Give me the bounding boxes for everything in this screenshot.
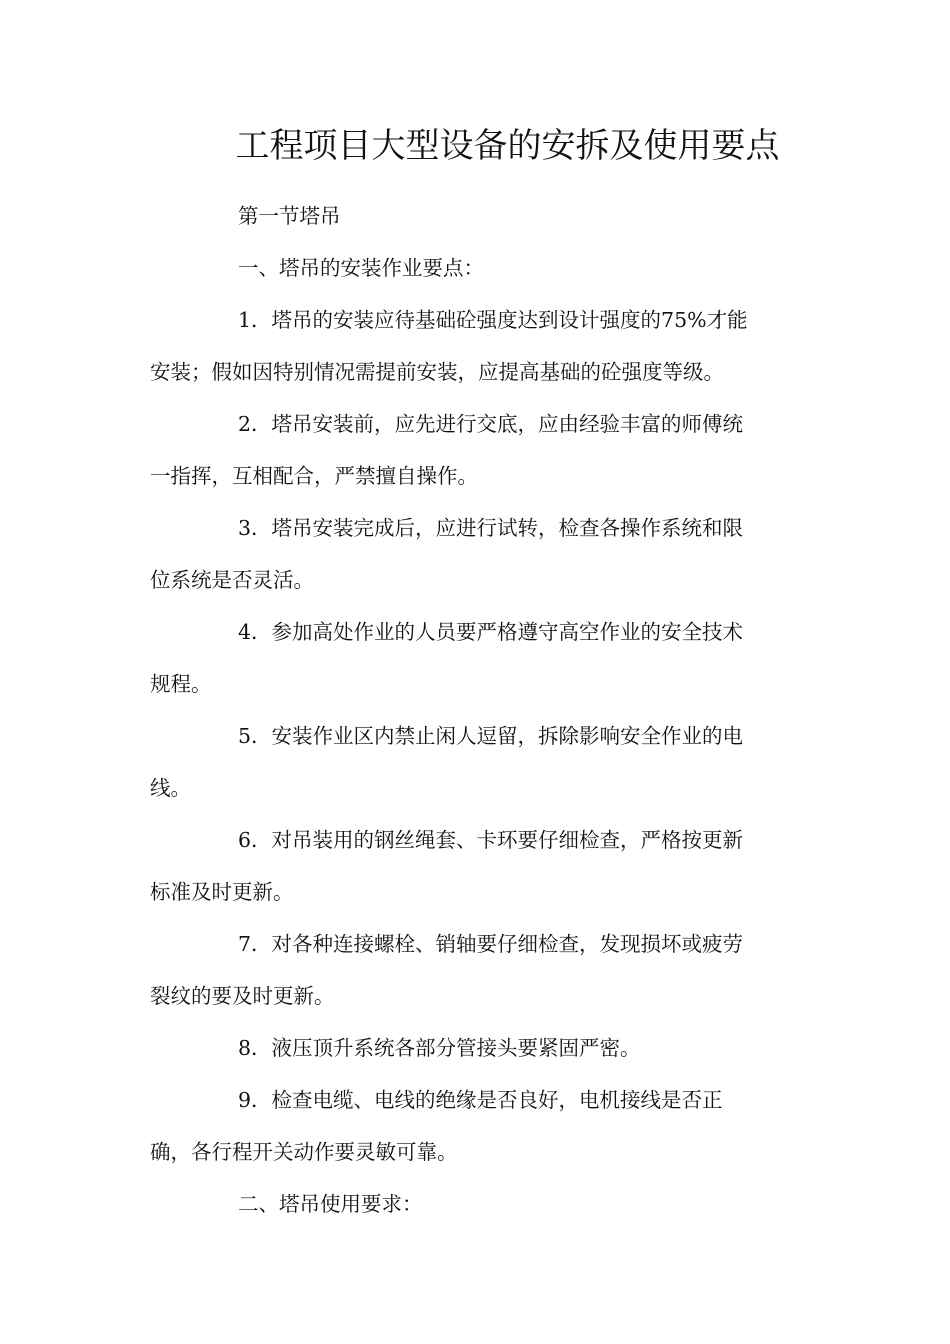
list-item — [150, 1022, 790, 1074]
list-item — [150, 502, 790, 606]
list-item-line: 7．对各种连接螺栓、销轴要仔细检查，发现损坏或疲劳 — [238, 932, 744, 956]
list-item-line: 安装；假如因特别情况需提前安装，应提高基础的砼强度等级。 — [150, 360, 724, 384]
list-item-line: 1．塔吊的安装应待基础砼强度达到设计强度的75%才能 — [238, 308, 748, 332]
list-item-line: 4．参加高处作业的人员要严格遵守高空作业的安全技术 — [238, 620, 744, 644]
section-heading — [150, 190, 790, 242]
subheading-usage — [150, 1178, 790, 1230]
list-item-line: 3．塔吊安装完成后，应进行试转，检查各操作系统和限 — [238, 516, 744, 540]
list-item-line: 6．对吊装用的钢丝绳套、卡环要仔细检查，严格按更新 — [238, 828, 744, 852]
list-item — [150, 398, 790, 502]
section-heading-text: 第一节塔吊 — [238, 204, 341, 228]
subheading-installation — [150, 242, 790, 294]
document-title: 工程项目大型设备的安拆及使用要点 — [235, 126, 780, 166]
list-item-line: 5．安装作业区内禁止闲人逗留，拆除影响安全作业的电 — [238, 724, 744, 748]
list-item-line: 标准及时更新。 — [150, 880, 294, 904]
list-item-line: 2．塔吊安装前，应先进行交底，应由经验丰富的师傅统 — [238, 412, 744, 436]
list-item-line: 规程。 — [150, 672, 212, 696]
list-item — [150, 814, 790, 918]
subheading-usage-text: 二、塔吊使用要求： — [238, 1192, 423, 1216]
list-item-line: 线。 — [150, 776, 191, 800]
list-item-line: 裂纹的要及时更新。 — [150, 984, 335, 1008]
list-item — [150, 918, 790, 1022]
list-item-line: 一指挥，互相配合，严禁擅自操作。 — [150, 464, 478, 488]
list-item-line: 9．检查电缆、电线的绝缘是否良好，电机接线是否正 — [238, 1088, 723, 1112]
list-item — [150, 1074, 790, 1178]
list-item-line: 确，各行程开关动作要灵敏可靠。 — [150, 1140, 458, 1164]
list-item-line: 8．液压顶升系统各部分管接头要紧固严密。 — [238, 1036, 641, 1060]
subheading-installation-text: 一、塔吊的安装作业要点： — [238, 256, 484, 280]
document-body — [150, 190, 790, 1230]
list-item — [150, 710, 790, 814]
list-item-line: 位系统是否灵活。 — [150, 568, 314, 592]
list-item — [150, 294, 790, 398]
list-item — [150, 606, 790, 710]
